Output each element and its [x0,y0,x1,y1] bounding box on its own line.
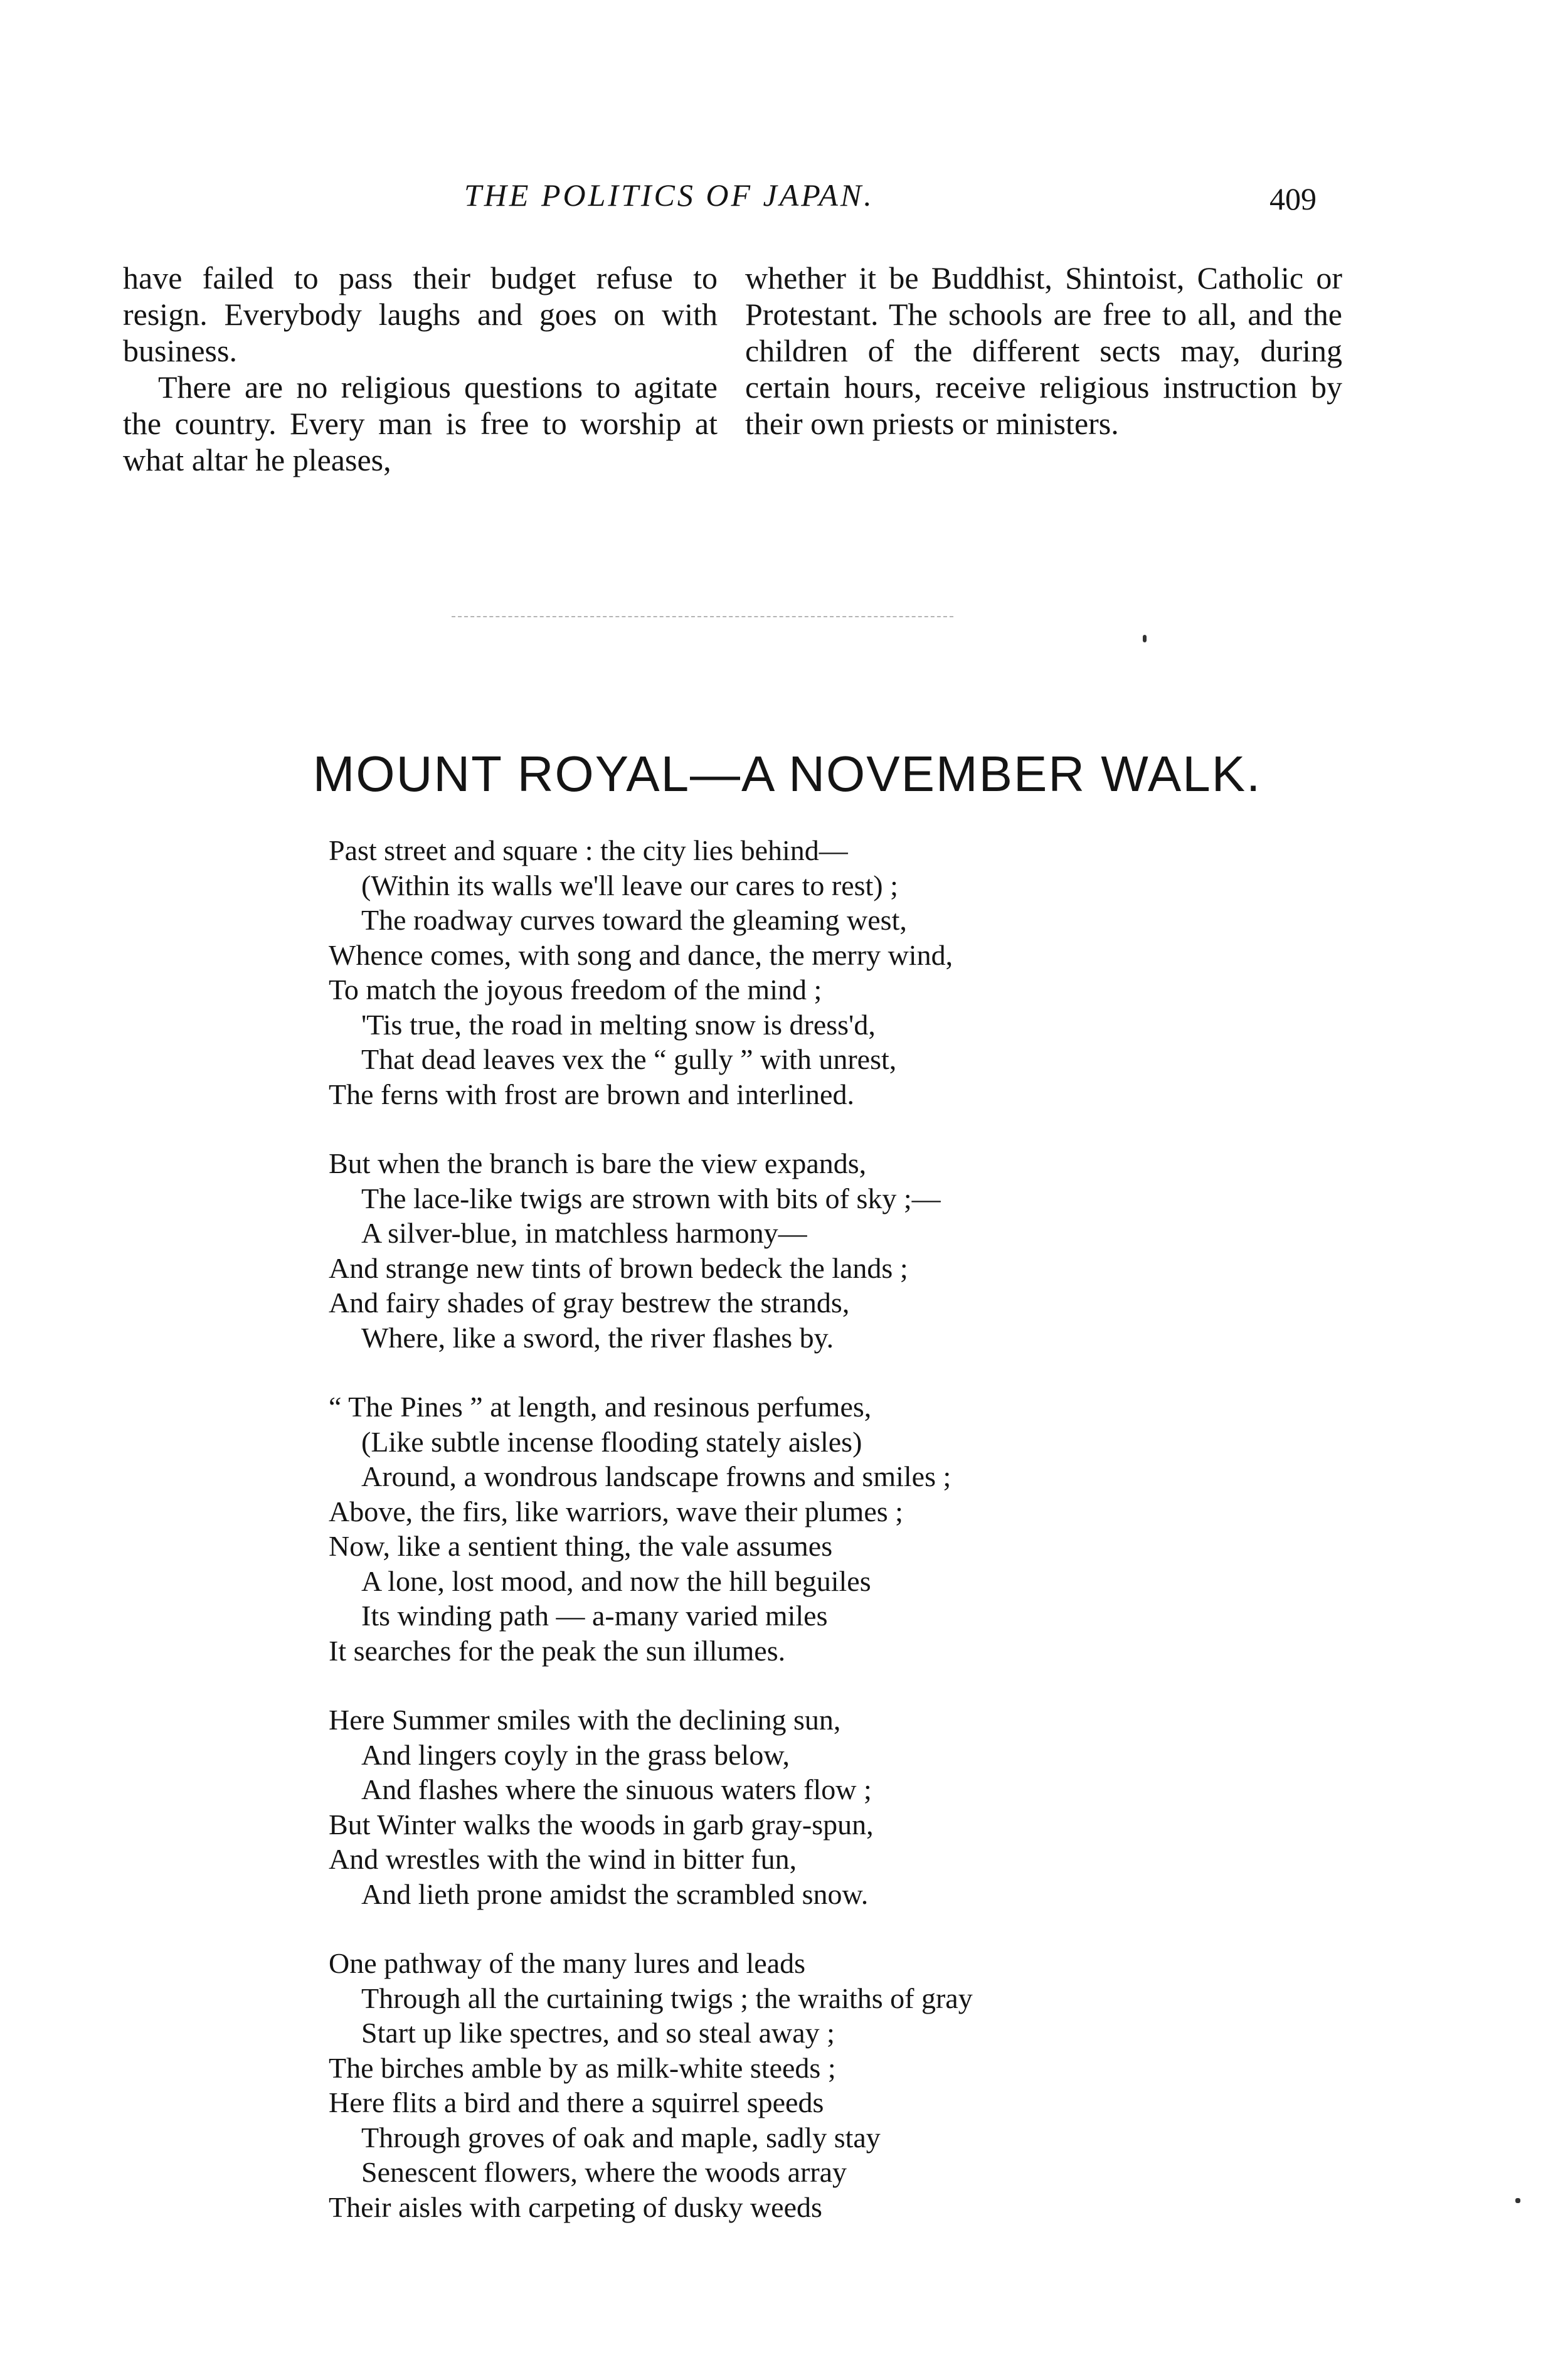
running-head [0,177,1558,221]
poem-line: One pathway of the many lures and leads [329,1947,806,1979]
poem-line: “ The Pines ” at length, and resinous perfumes, [329,1391,872,1423]
poem-line: (Within its walls we'll leave our cares to rest) ; [361,869,898,901]
article-paragraph: There are no religious questions to agitate the country. Every man is free to worship at what altar he pleases, [123,369,718,477]
poem-line: And fairy shades of gray bestrew the strands, [329,1287,850,1319]
ink-speck [1515,2198,1520,2203]
page-number: 409 [1269,181,1317,216]
poem-line: But when the branch is bare the view expands, [329,1147,867,1179]
article-left-column [123,260,718,478]
poem-line: Past street and square : the city lies behind— [329,834,848,866]
poem-line: (Like subtle incense flooding stately aisles) [361,1425,862,1458]
poem-body [329,833,1332,2224]
poem-line: A silver-blue, in matchless harmony— [361,1217,807,1249]
poem-line: The birches amble by as milk-white steeds ; [329,2051,836,2084]
running-title: THE POLITICS OF JAPAN. [464,178,874,213]
poem-line: The roadway curves toward the gleaming west, [361,904,907,936]
poem-stanza [329,833,1332,1112]
poem-stanza [329,1146,1332,1355]
poem-line: Where, like a sword, the river flashes by. [361,1321,834,1354]
poem-line: Here Summer smiles with the declining sun, [329,1704,841,1736]
poem-line: And wrestles with the wind in bitter fun, [329,1843,797,1875]
poem-line: Start up like spectres, and so steal away ; [361,2017,835,2049]
poem-line: Above, the firs, like warriors, wave their plumes ; [329,1495,903,1527]
poem-line: Its winding path — a-many varied miles [361,1600,828,1632]
poem-line: 'Tis true, the road in melting snow is dress'd, [361,1008,876,1041]
poem-stanza [329,1389,1332,1668]
poem-line: That dead leaves vex the “ gully ” with unrest, [361,1043,897,1075]
poem-line: It searches for the peak the sun illumes. [329,1634,786,1667]
article-paragraph: whether it be Buddhist, Shintoist, Catholic or Protestant. The schools are free to all, and the children of the different sects may, during certain hours, receive religious instruction by their own priests or ministers. [745,260,1342,441]
article-right-column [745,260,1342,442]
poem-line: To match the joyous freedom of the mind ; [329,974,822,1006]
poem-line: Here flits a bird and there a squirrel speeds [329,2086,824,2118]
article-paragraph: have failed to pass their budget refuse to resign. Everybody laughs and goes on with business. [123,260,718,368]
poem-line: Now, like a sentient thing, the vale assumes [329,1530,833,1562]
poem-line: And lingers coyly in the grass below, [361,1738,790,1771]
section-divider-rule [452,616,953,617]
poem-line: But Winter walks the woods in garb gray-spun, [329,1808,874,1841]
poem-line: Senescent flowers, where the woods array [361,2156,847,2188]
poem-stanza [329,1946,1332,2224]
poem-line: And strange new tints of brown bedeck the lands ; [329,1251,908,1284]
poem-line: Their aisles with carpeting of dusky weeds [329,2191,822,2223]
poem-line: A lone, lost mood, and now the hill beguiles [361,1565,871,1597]
poem-title: MOUNT ROYAL—A NOVEMBER WALK. [312,746,1262,802]
poem-line: Through all the curtaining twigs ; the wraiths of gray [361,1982,973,2014]
poem-line: The ferns with frost are brown and interlined. [329,1078,854,1110]
poem-line: Around, a wondrous landscape frowns and smiles ; [361,1460,951,1492]
poem-line: And flashes where the sinuous waters flow ; [361,1773,872,1805]
poem-stanza [329,1703,1332,1911]
poem-line: The lace-like twigs are strown with bits of sky ;— [361,1182,941,1214]
poem-line: Whence comes, with song and dance, the merry wind, [329,938,953,971]
poem-line: And lieth prone amidst the scrambled snow. [361,1878,869,1910]
poem-line: Through groves of oak and maple, sadly stay [361,2121,881,2154]
ink-speck [1143,635,1147,642]
